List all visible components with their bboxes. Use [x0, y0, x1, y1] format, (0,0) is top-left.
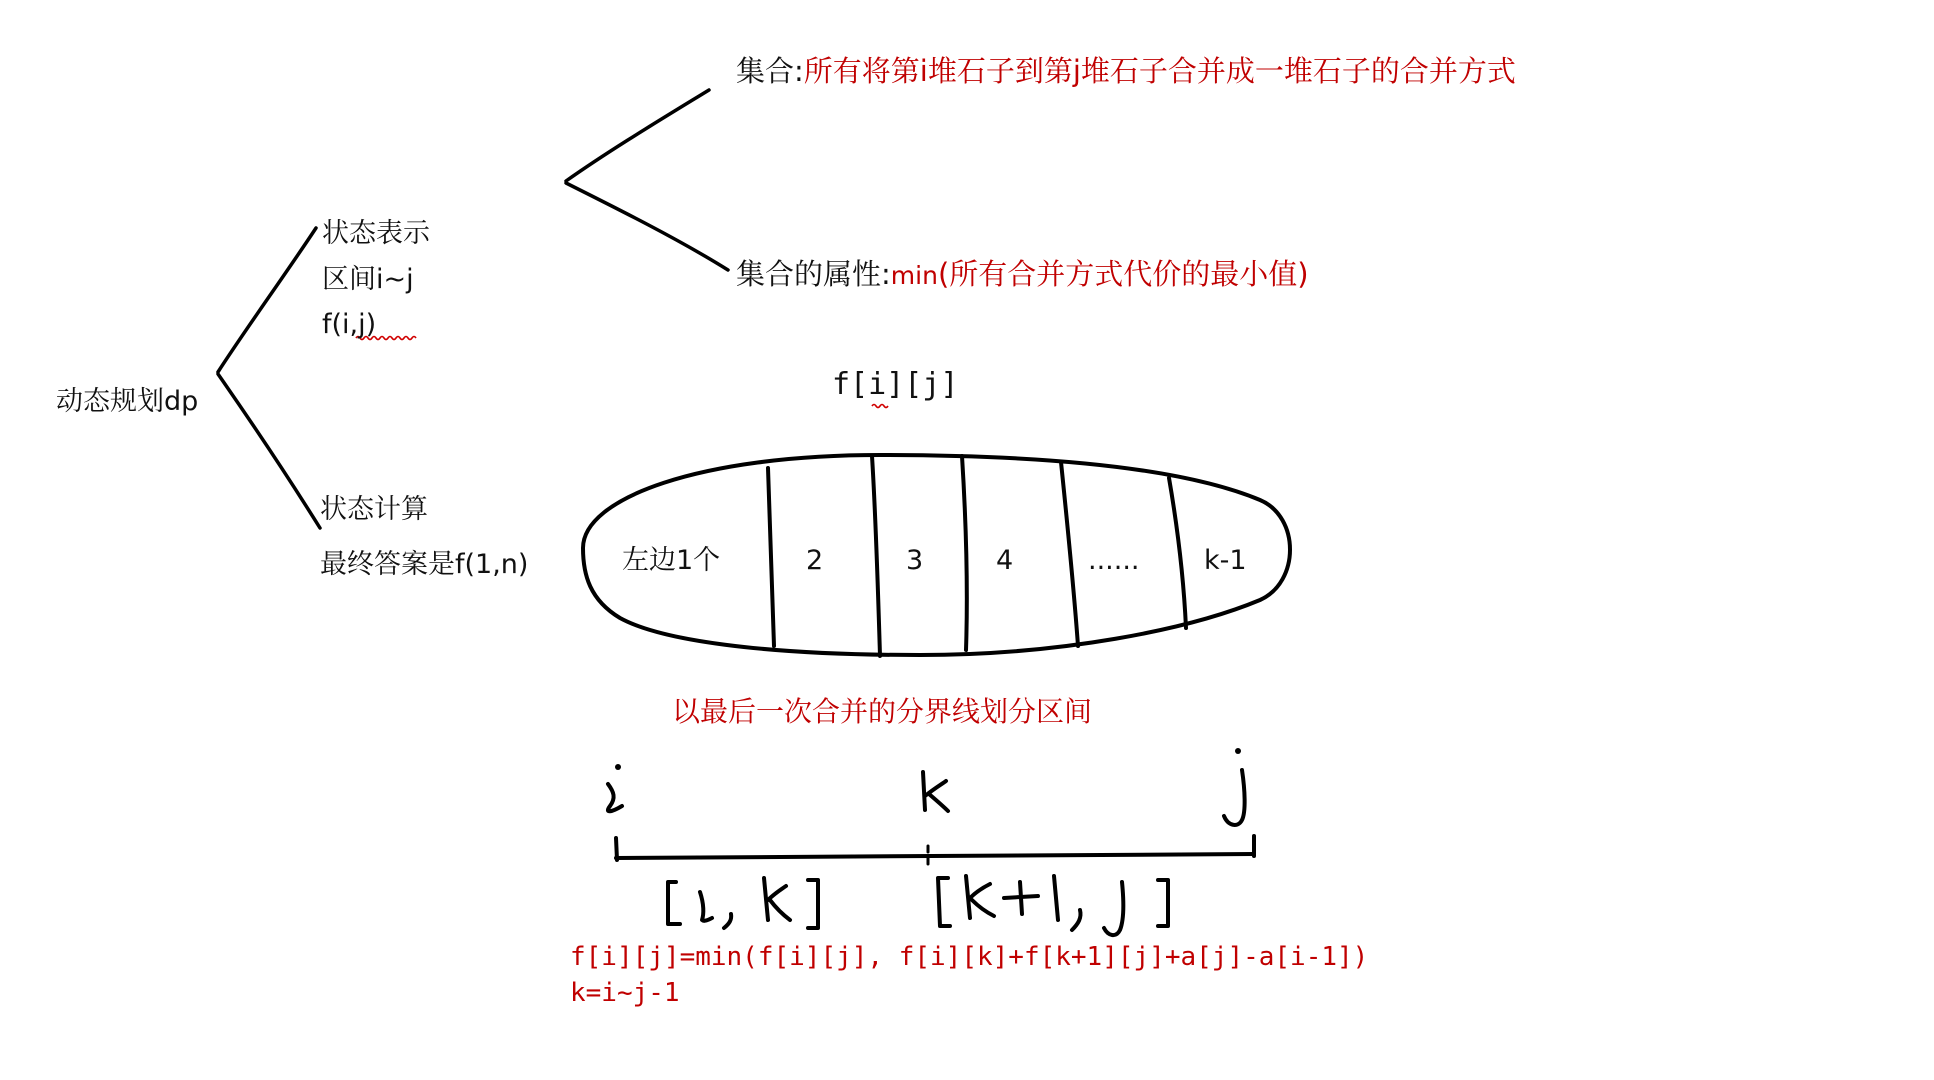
handwritten-i-dot: [615, 764, 621, 770]
interval-right-comma: [1072, 910, 1081, 930]
state-calculation-label: 状态计算: [320, 494, 428, 525]
right-interval-label: [940, 892, 943, 893]
formula-line-1: f[i][j]=min(f[i][j], f[i][k]+f[k+1][j]+a[j]-a[i-1]): [570, 942, 1369, 972]
interval-left-close-bracket: [808, 880, 818, 928]
oval-title: f[i][j]: [832, 367, 959, 402]
handwritten-j-dot: [1235, 748, 1241, 754]
oval-segment-6: k-1: [1204, 545, 1247, 576]
branch-to-state-repr: [218, 228, 316, 372]
formula-line-2: k=i~j-1: [570, 978, 680, 1008]
number-line-middle-label: [920, 780, 921, 781]
handwritten-j-stroke: [1224, 770, 1245, 825]
oval-segment-5: ......: [1088, 545, 1140, 576]
interval-right-j: [1104, 882, 1123, 935]
state-representation-label: 状态表示: [322, 218, 430, 249]
oval-divider-4: [1061, 462, 1078, 646]
spellcheck-squiggle-title: [872, 405, 888, 408]
division-caption: 以最后一次合并的分界线划分区间: [672, 695, 1093, 728]
interval-left-open-bracket: [668, 882, 680, 924]
oval-divider-5: [1169, 478, 1186, 628]
set-label: 集合:: [736, 54, 804, 88]
interval-right-one: [1054, 876, 1058, 920]
interval-label: 区间i~j: [322, 264, 414, 295]
attribute-label: 集合的属性:: [736, 257, 891, 291]
interval-right-k: [966, 876, 994, 918]
root-label: 动态规划dp: [56, 386, 199, 417]
interval-right-open-bracket: [938, 878, 950, 926]
attribute-min: min: [890, 261, 938, 290]
interval-right-close-bracket: [1158, 880, 1168, 926]
f-ij-label: f(i,j): [322, 309, 377, 340]
number-line-left-tick: [616, 838, 617, 860]
oval-divider-3: [962, 456, 967, 650]
oval-segment-2: 2: [806, 545, 824, 576]
set-attribute: [736, 257, 1309, 291]
oval-divider-1: [768, 468, 774, 646]
interval-left-k: [764, 878, 790, 920]
interval-left-i: [700, 892, 712, 921]
oval-segment-1: 左边1个: [622, 545, 721, 576]
interval-left-comma: [724, 914, 731, 928]
handwritten-i-stroke: [608, 784, 622, 811]
set-description: 所有将第i堆石子到第j堆石子合并成一堆石子的合并方式: [803, 54, 1516, 88]
branch-to-attr: [566, 183, 728, 270]
interval-right-plus: [1004, 882, 1038, 914]
set-definition: [736, 54, 1516, 88]
branch-to-set: [566, 90, 709, 181]
oval-divider-2: [872, 456, 880, 656]
handwritten-k-stroke: [923, 772, 948, 811]
attribute-description: (所有合并方式代价的最小值): [937, 257, 1309, 291]
oval-segment-4: 4: [996, 545, 1014, 576]
final-answer-label: 最终答案是f(1,n): [320, 549, 529, 580]
left-interval-label: [670, 892, 672, 893]
number-line: [616, 854, 1254, 858]
oval-segment-3: 3: [906, 545, 924, 576]
branch-to-state-calc: [218, 374, 320, 528]
